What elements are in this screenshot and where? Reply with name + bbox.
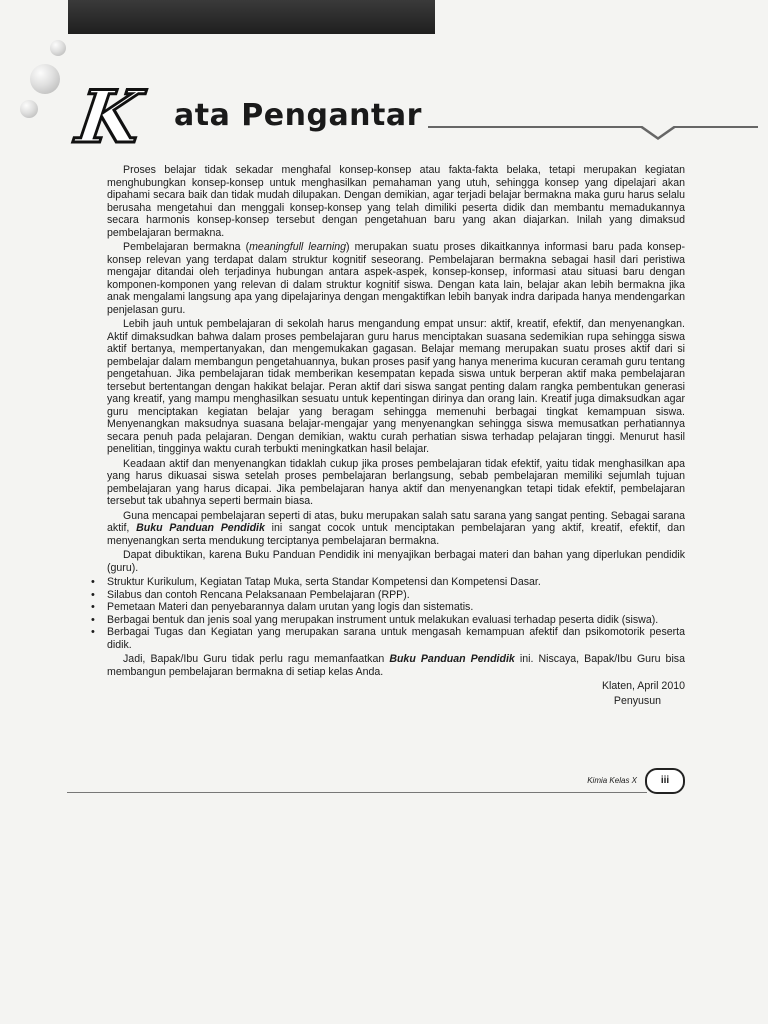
paragraph: Proses belajar tidak sekadar menghafal konsep-konsep atau fakta-fakta belaka, tetapi merupakan kegiatan menghubungkan konsep-konsep untuk menghasilkan pemahaman yang utuh, sehingga konsep yang dipelajari akan dipahami secara baik dan tidak mudah dilupakan. Dengan demikian, agar terjadi belajar bermakna maka guru harus selalu berusaha mengetahui dan menggali konsep-konsep yang telah dimiliki peserta didik dan membantu memadukannya secara harmonis konsep-konsep tersebut dengan pengetahuan baru yang akan diajarkan. Inilah yang dimaksud pembelajaran bermakna.	[107, 164, 685, 239]
signature: Penyusun	[613, 694, 661, 707]
footer-divider	[67, 792, 647, 793]
book-title: Buku Panduan Pendidik	[136, 522, 265, 534]
paragraph: Dapat dibuktikan, karena Buku Panduan Pendidik ini menyajikan berbagai materi dan bahan yang diperlukan pendidik (guru).	[107, 549, 685, 574]
page-number: iii	[645, 768, 685, 794]
page-title	[68, 74, 688, 159]
paragraph: Lebih jauh untuk pembelajaran di sekolah harus mengandung empat unsur: aktif, kreatif, efektif, dan menyenangkan. Aktif dimaksudkan bahwa dalam proses pembelajaran guru harus menciptakan suasana sedemikian rupa sehingga siswa aktif bertanya, mempertanyakan, dan mengemukakan gagasan. Belajar memang merupakan suatu proses aktif dari si pembelajar dalam membangun pengetahuannya, bukan proses pasif yang hanya menerima kucuran ceramah guru tentang pengetahuan. Jika pembelajaran tidak memberikan kesempatan kepada siswa untuk berperan aktif maka pembelajaran tersebut bertentangan dengan hakikat belajar. Peran aktif dari siswa sangat penting dalam rangka pembentukan generasi yang kreatif, yang mampu menghasilkan sesuatu untuk kepentingan dirinya dan orang lain. Kreatif juga dimaksudkan agar guru menciptakan kegiatan belajar yang beragam sehingga memenuhi berbagai tingkat kemampuan siswa. Menyenangkan maksudnya suasana belajar-mengajar yang menyenangkan sehingga siswa memusatkan perhatiannya secara penuh pada pelajaran. Dengan demikian, waktu curah perhatian siswa terhadap pelajaran tinggi. Menurut hasil penelitian, tingginya waktu curah terbukti meningkatkan hasil belajar.	[107, 318, 685, 455]
title-chevron	[638, 126, 678, 140]
title-initial: K	[72, 74, 147, 159]
paragraph: Keadaan aktif dan menyenangkan tidaklah cukup jika proses pembelajaran tidak efektif, yaitu tidak menghasilkan apa yang harus dikuasai siswa setelah proses pembelajaran berlangsung, sebab pembelajaran memiliki sejumlah tujuan pembelajaran yang harus dicapai. Jika pembelajaran hanya aktif dan menyenangkan tetapi tidak efektif, pembelajaran tersebut tak ubahnya seperti bermain biasa.	[107, 457, 685, 507]
book-label: Kimia Kelas X	[587, 776, 637, 785]
book-title: Buku Panduan Pendidik	[389, 653, 515, 665]
paragraph: Pembelajaran bermakna (meaningfull learning) merupakan suatu proses dikaitkannya informasi baru pada konsep-konsep relevan yang terdapat dalam struktur kognitif seseorang. Pembelajaran bermakna sebagai hasil dari peristiwa mengajar ditandai oleh terjadinya hubungan antara aspek-aspek, konsep-konsep, informasi atau situasi baru dengan komponen-komponen yang relevan di dalam struktur kognitif siswa. Dengan kata lain, belajar akan lebih bermakna jika anak mengalami langsung apa yang dipelajarinya dengan mengaktifkan lebih banyak indra daripada hanya mendengarkan penjelasan guru.	[107, 241, 685, 316]
page-footer	[107, 768, 685, 796]
decor-bubble	[20, 100, 38, 118]
title-divider	[428, 126, 758, 128]
title-text: ata Pengantar	[174, 98, 422, 133]
decor-bubble	[30, 64, 60, 94]
italic-term: meaningfull learning	[249, 241, 347, 253]
place-date: Klaten, April 2010	[601, 680, 685, 692]
decor-bubble	[50, 40, 66, 56]
list-item: • Struktur Kurikulum, Kegiatan Tatap Muka, serta Standar Kompetensi dan Kompetensi Dasar.	[91, 576, 685, 589]
header-dark-bar	[68, 0, 435, 34]
list-item: • Silabus dan contoh Rencana Pelaksanaan Pembelajaran (RPP).	[91, 589, 685, 602]
bullet-list	[91, 576, 685, 651]
list-item: • Pemetaan Materi dan penyebarannya dalam urutan yang logis dan sistematis.	[91, 601, 685, 614]
paragraph: Jadi, Bapak/Ibu Guru tidak perlu ragu memanfaatkan Buku Panduan Pendidik ini. Niscaya, Bapak/Ibu Guru bisa membangun pembelajaran bermakna di setiap kelas Anda.	[107, 653, 685, 678]
body-content	[107, 164, 685, 709]
list-item: • Berbagai bentuk dan jenis soal yang merupakan instrument untuk melakukan evaluasi terhadap peserta didik (siswa).	[91, 614, 685, 627]
paragraph: Guna mencapai pembelajaran seperti di atas, buku merupakan salah satu sarana yang sangat penting. Sebagai sarana aktif, Buku Panduan Pendidik ini sangat cocok untuk menciptakan pembelajaran yang aktif, kreatif, efektif, dan menyenangkan serta mendukung terciptanya pembelajaran bermakna.	[107, 509, 685, 547]
list-item: • Berbagai Tugas dan Kegiatan yang merupakan sarana untuk mengasah kemampuan afektif dan psikomotorik peserta didik.	[91, 626, 685, 651]
